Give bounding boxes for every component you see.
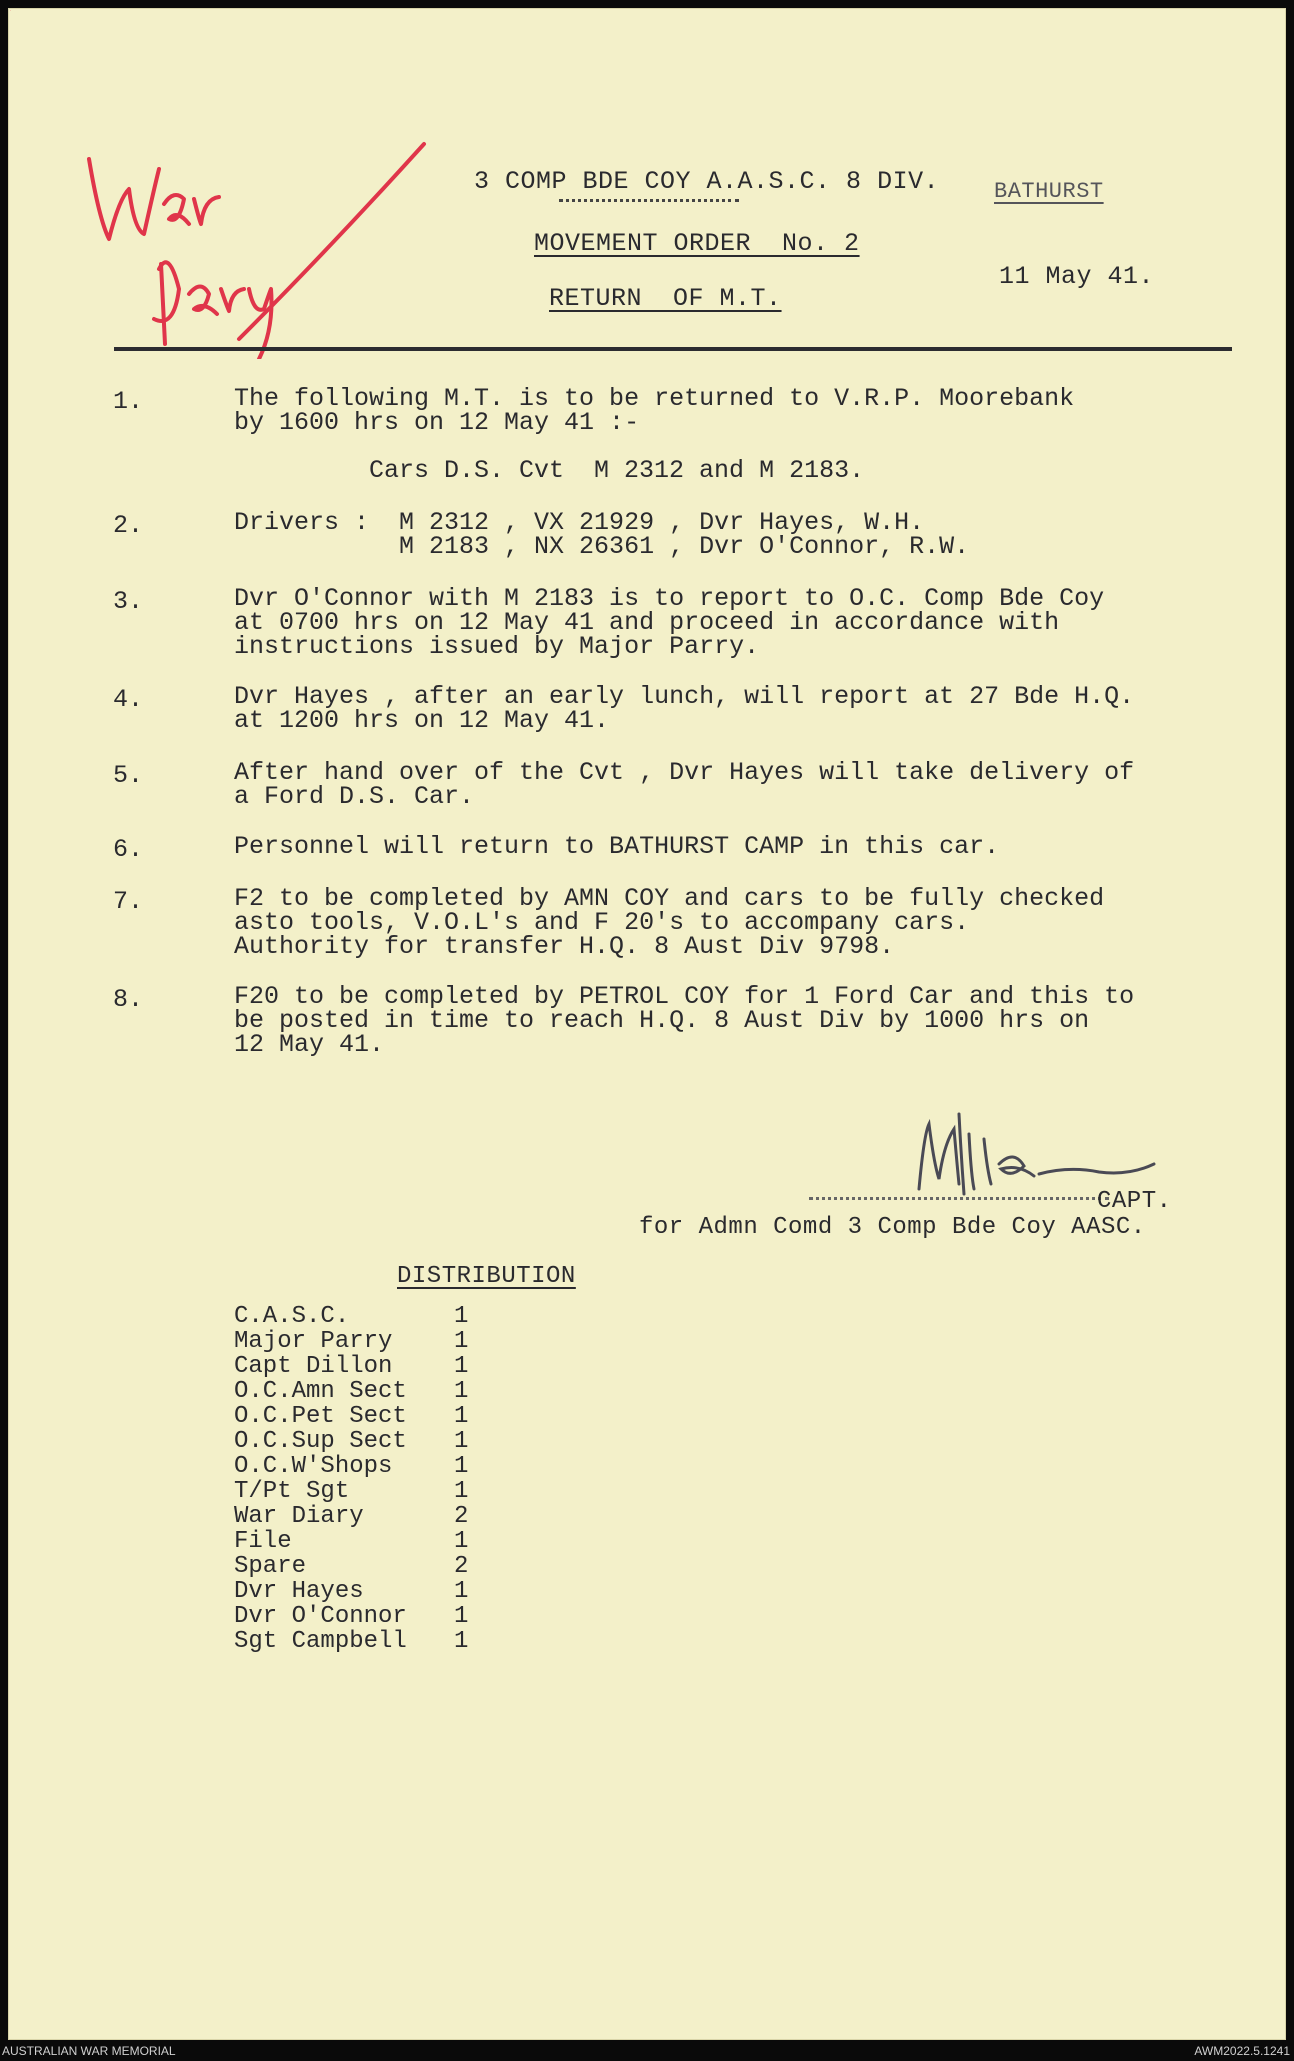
document-page bbox=[8, 8, 1286, 2040]
list-item: File 1 bbox=[234, 1528, 469, 1555]
order-date: 11 May 41. bbox=[999, 262, 1155, 291]
para-number: 8. bbox=[113, 985, 144, 1014]
list-item: Sgt Campbell 1 bbox=[234, 1628, 469, 1655]
signature-rank: CAPT. bbox=[1097, 1188, 1172, 1215]
footer-id: AWM2022.5.1241 bbox=[1194, 2044, 1290, 2058]
para-number: 2. bbox=[113, 511, 144, 540]
list-item: Major Parry 1 bbox=[234, 1328, 469, 1355]
list-item: O.C.Sup Sect 1 bbox=[234, 1428, 469, 1455]
war-diary-handwriting bbox=[79, 129, 439, 359]
para-number: 1. bbox=[113, 387, 144, 416]
list-item: O.C.W'Shops 1 bbox=[234, 1453, 469, 1480]
order-title: MOVEMENT ORDER No. 2 bbox=[534, 229, 860, 258]
list-item: Dvr Hayes 1 bbox=[234, 1578, 469, 1605]
para-number: 7. bbox=[113, 887, 144, 916]
para-number: 3. bbox=[113, 587, 144, 616]
list-item: Dvr O'Connor 1 bbox=[234, 1603, 469, 1630]
para-text: Drivers : M 2312 , VX 21929 , Dvr Hayes, W.H. M 2183 , NX 26361 , Dvr O'Connor, R.W. bbox=[234, 508, 970, 561]
para-text: Dvr O'Connor with M 2183 is to report to O.C. Comp Bde Coy at 0700 hrs on 12 May 41 and proceed in accordance with instructions issued by Major Parry. bbox=[234, 584, 1105, 661]
para-text: Personnel will return to BATHURST CAMP in this car. bbox=[234, 832, 1000, 861]
para-text: After hand over of the Cvt , Dvr Hayes will take delivery of a Ford D.S. Car. bbox=[234, 758, 1135, 811]
para-text: The following M.T. is to be returned to V.R.P. Moorebank by 1600 hrs on 12 May 41 :- bbox=[234, 384, 1075, 437]
para-number: 5. bbox=[113, 761, 144, 790]
list-item: C.A.S.C. 1 bbox=[234, 1303, 469, 1330]
para-text: F20 to be completed by PETROL COY for 1 Ford Car and this to be posted in time to reach H.Q. 8 Aust Div by 1000 hrs on 12 May 41. bbox=[234, 982, 1135, 1059]
heading-dotted-rule bbox=[559, 199, 739, 202]
handwritten-annotation-text: W bbox=[10, 10, 11, 11]
para-number: 4. bbox=[113, 685, 144, 714]
para-text: Cars D.S. Cvt M 2312 and M 2183. bbox=[369, 456, 865, 485]
signature-dotted-line bbox=[809, 1197, 1109, 1200]
list-item: Capt Dillon 1 bbox=[234, 1353, 469, 1380]
unit-heading: 3 COMP BDE COY A.A.S.C. 8 DIV. bbox=[474, 167, 940, 196]
list-item: T/Pt Sgt 1 bbox=[234, 1478, 469, 1505]
list-item: Spare 2 bbox=[234, 1553, 469, 1580]
para-text: F2 to be completed by AMN COY and cars to be fully checked asto tools, V.O.L's and F 20's to accompany cars. Authority for transfer H.Q. 8 Aust Div 9798. bbox=[234, 884, 1105, 961]
order-subject: RETURN OF M.T. bbox=[549, 284, 782, 313]
signature-for-line: for Admn Comd 3 Comp Bde Coy AASC. bbox=[639, 1214, 1146, 1241]
list-item: O.C.Pet Sect 1 bbox=[234, 1403, 469, 1430]
location-stamp: BATHURST bbox=[994, 179, 1104, 204]
list-item: War Diary 2 bbox=[234, 1503, 469, 1530]
list-item: O.C.Amn Sect 1 bbox=[234, 1378, 469, 1405]
para-text: Dvr Hayes , after an early lunch, will report at 27 Bde H.Q. at 1200 hrs on 12 May 41. bbox=[234, 682, 1135, 735]
footer-source: AUSTRALIAN WAR MEMORIAL bbox=[2, 2044, 176, 2058]
para-number: 6. bbox=[113, 835, 144, 864]
header-divider bbox=[114, 347, 1232, 351]
distribution-list bbox=[234, 1304, 494, 1654]
distribution-title: DISTRIBUTION bbox=[397, 1263, 576, 1290]
